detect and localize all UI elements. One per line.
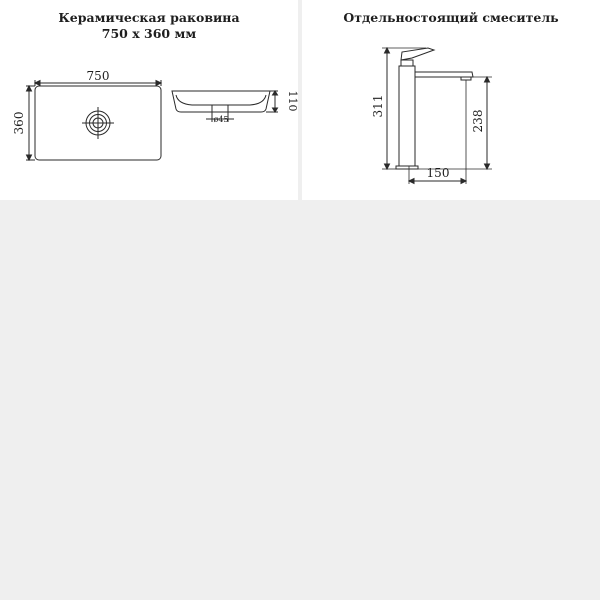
sink-side-view <box>172 91 270 112</box>
sink-width-label: 750 <box>86 69 110 83</box>
faucet-height-label: 311 <box>371 94 385 118</box>
drain-icon <box>82 107 114 139</box>
sink-panel <box>0 0 298 200</box>
faucet-reach-label: 150 <box>426 166 450 180</box>
sink-title: Керамическая раковина <box>58 10 240 25</box>
sink-height-label: 110 <box>286 90 299 112</box>
drain-label: ø45 <box>213 115 229 124</box>
faucet-panel <box>302 0 600 200</box>
sink-depth-label: 360 <box>12 111 26 135</box>
faucet-spout-height-label: 238 <box>471 109 485 133</box>
sink-drawing <box>0 0 298 200</box>
sink-depth-dimension <box>26 86 35 160</box>
faucet-icon <box>396 48 473 169</box>
faucet-drawing <box>302 0 600 200</box>
sink-subtitle: 750 x 360 мм <box>101 26 197 41</box>
faucet-title: Отдельностоящий смеситель <box>343 10 559 25</box>
